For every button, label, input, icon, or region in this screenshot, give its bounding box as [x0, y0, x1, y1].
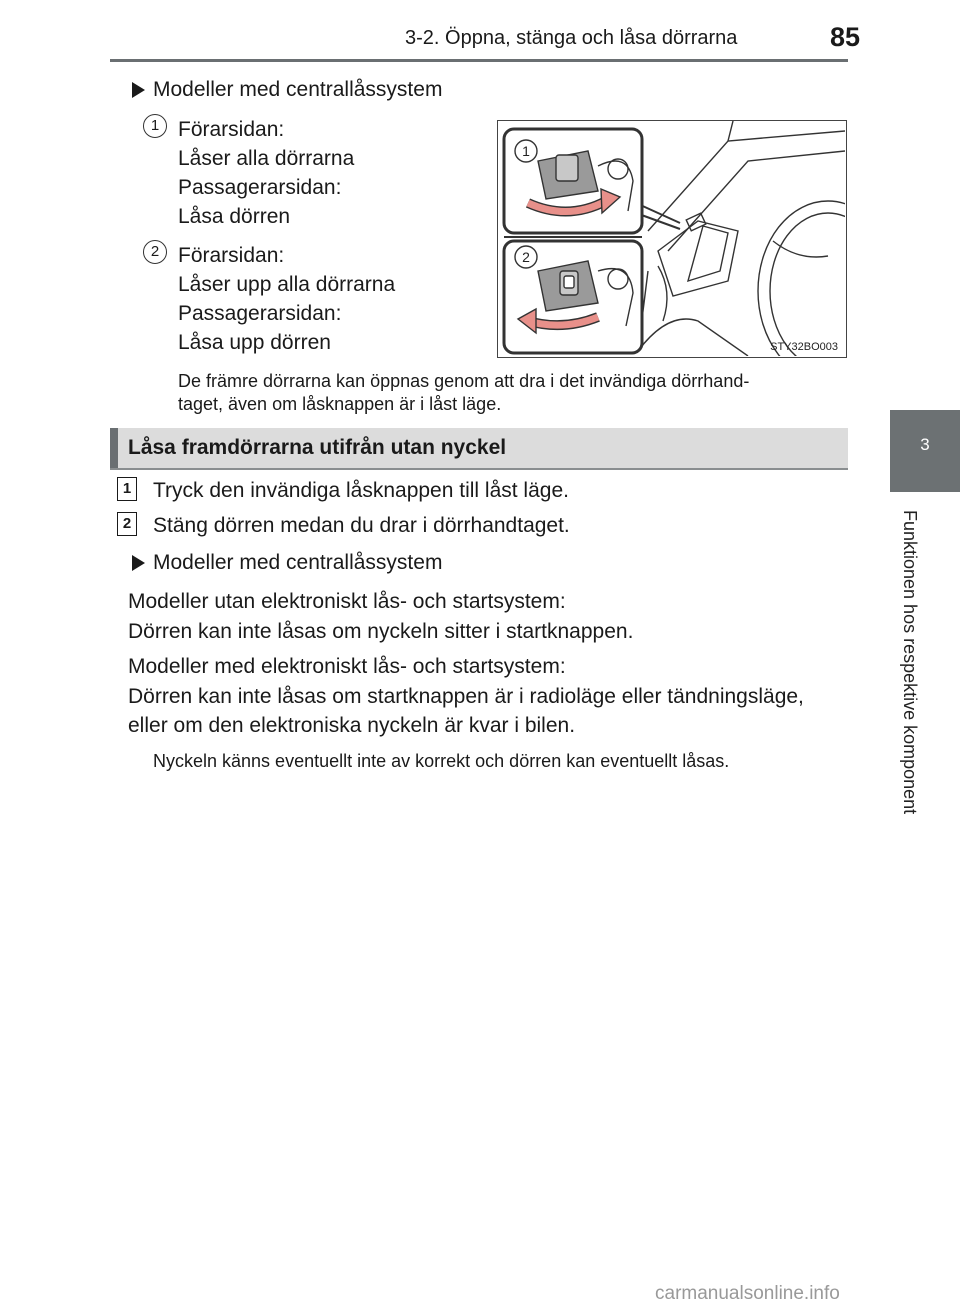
callout-label-1: 1 — [522, 143, 530, 159]
paragraph-line: Modeller utan elektroniskt lås- och startsystem: — [128, 590, 566, 613]
note-line: Nyckeln känns eventuellt inte av korrekt och dörren kan eventuellt låsas. — [153, 751, 730, 771]
header-rule — [110, 59, 848, 62]
chapter-label-container — [878, 510, 938, 850]
step-number-box: 1 — [117, 477, 137, 501]
bullet-heading: Modeller med centrallåssystem — [153, 551, 443, 574]
paragraph-line: Dörren kan inte låsas om nyckeln sitter i startknappen. — [128, 620, 634, 643]
paragraph-line: Modeller med elektroniskt lås- och startsystem: — [128, 655, 566, 678]
bullet-heading: Modeller med centrallåssystem — [153, 78, 443, 101]
figure-code: STY32BO003 — [770, 341, 838, 353]
item-text: Låser upp alla dörrarna — [178, 273, 396, 296]
callout-label-2: 2 — [522, 249, 530, 265]
header-title: 3-2. Öppna, stänga och låsa dörrarna — [405, 27, 738, 49]
item-number-circle: 2 — [143, 240, 167, 264]
section-underline — [110, 468, 848, 470]
note-line: taget, även om låsknappen är i låst läge. — [178, 394, 502, 414]
watermark: carmanualsonline.info — [655, 1283, 840, 1304]
chapter-number: 3 — [920, 435, 930, 454]
step-number-box: 2 — [117, 512, 137, 536]
section-heading-bar — [110, 428, 848, 468]
page-number: 85 — [830, 22, 861, 52]
section-accent — [110, 428, 118, 468]
bullet-triangle-icon — [132, 82, 145, 98]
section-title: Låsa framdörrarna utifrån utan nyckel — [128, 436, 507, 459]
chapter-tab — [890, 410, 960, 492]
item-text: Passagerarsidan: — [178, 176, 342, 199]
door-lock-illustration — [497, 120, 847, 358]
item-text: Låsa upp dörren — [178, 331, 331, 354]
item-text: Låsa dörren — [178, 205, 291, 228]
note-line: De främre dörrarna kan öppnas genom att dra i det invändiga dörrhand- — [178, 371, 750, 391]
item-text: Förarsidan: — [178, 118, 285, 141]
bullet-triangle-icon — [132, 555, 145, 571]
chapter-label: Funktionen hos respektive komponent — [900, 510, 920, 815]
door-lock-drawing — [498, 121, 845, 356]
item-text: Passagerarsidan: — [178, 302, 342, 325]
step-text: Tryck den invändiga låsknappen till låst läge. — [153, 479, 569, 502]
paragraph-line: eller om den elektroniska nyckeln är kvar i bilen. — [128, 714, 576, 737]
step-text: Stäng dörren medan du drar i dörrhandtaget. — [153, 514, 570, 537]
item-text: Förarsidan: — [178, 244, 285, 267]
item-text: Låser alla dörrarna — [178, 147, 355, 170]
item-number-circle: 1 — [143, 114, 167, 138]
paragraph-line: Dörren kan inte låsas om startknappen är i radioläge eller tändningsläge, — [128, 685, 804, 708]
